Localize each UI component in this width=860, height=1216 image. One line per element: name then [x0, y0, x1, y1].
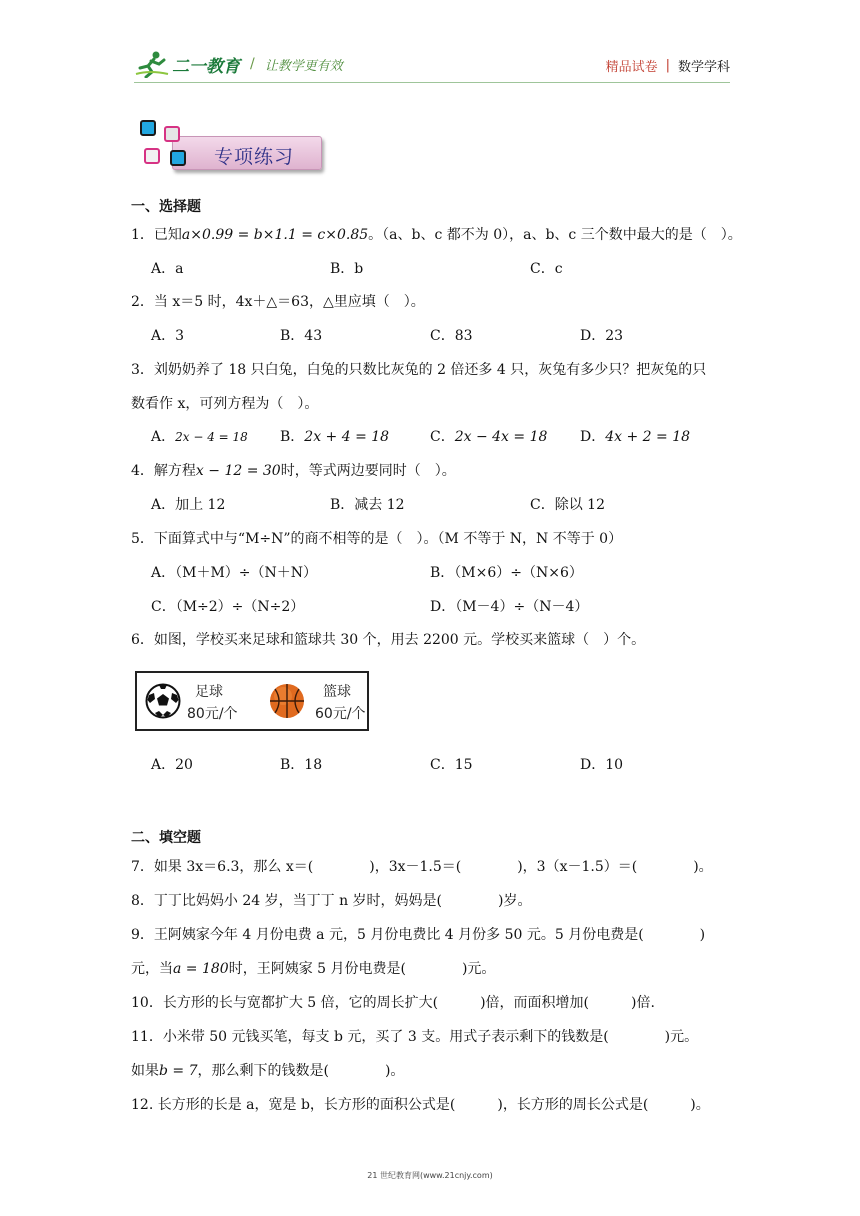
question-10: 10．长方形的长与宽都扩大 5 倍，它的周长扩大( )倍，而面积增加( )倍. [131, 995, 655, 1011]
q1-prefix: 1．已知 [131, 227, 182, 243]
q5-option-c[interactable]: C．（M÷2）÷（N÷2） [151, 599, 305, 615]
square-icon [144, 148, 160, 164]
q9-prefix: 元，当 [131, 961, 173, 977]
q4-prefix: 4．解方程 [131, 463, 196, 479]
q5-option-b[interactable]: B．（M×6）÷（N×6） [430, 565, 583, 581]
header-subject-name: 数学学科 [677, 60, 730, 75]
q3-option-b-label: B． [280, 429, 305, 445]
square-icon [140, 120, 156, 136]
section-title: 二、填空题 [131, 830, 201, 846]
runner-logo-icon [134, 50, 170, 78]
q11-prefix: 如果 [131, 1063, 159, 1079]
q2-option-d[interactable]: D．23 [580, 328, 624, 344]
question-9-line-1: 9．王阿姨家今年 4 月份电费 a 元，5 月份电费比 4 月份多 50 元。5 月份电费是( ) [131, 927, 706, 943]
q9-expression: a = 180 [173, 961, 229, 977]
q2-option-b[interactable]: B．43 [280, 328, 323, 344]
q1-option-c[interactable]: C．c [530, 261, 563, 277]
question-8: 8．丁丁比妈妈小 24 岁，当丁丁 n 岁时，妈妈是( )岁。 [131, 893, 532, 909]
header-category: 精品试卷 [605, 60, 658, 75]
question-11-line-1: 11．小米带 50 元钱买笔，每支 b 元，买了 3 支。用式子表示剩下的钱数是( )元。 [131, 1029, 699, 1045]
price-figure [135, 671, 369, 731]
question-2: 2．当 x＝5 时，4x＋△＝63，△里应填（ ）。 [131, 294, 425, 310]
header-divider: | [665, 58, 670, 73]
question-1 [131, 226, 742, 244]
q4-expression: x − 12 = 30 [195, 463, 281, 479]
football-price: 80元/个 [187, 706, 238, 722]
question-4 [131, 462, 456, 480]
page-header [134, 48, 730, 80]
q5-option-d[interactable]: D．（M－4）÷（N－4） [430, 599, 589, 615]
basketball-icon [269, 683, 305, 719]
q5-option-a[interactable]: A．（M＋M）÷（N＋N） [151, 565, 318, 581]
logo-text: 二一教育 [172, 56, 240, 77]
site-logo[interactable] [134, 50, 343, 78]
question-9-line-2 [131, 960, 495, 978]
q4-option-c[interactable]: C．除以 12 [530, 497, 605, 513]
question-11-line-2 [131, 1062, 404, 1080]
q3-option-a[interactable] [151, 428, 248, 446]
q3-option-d-label: D． [580, 429, 606, 445]
question-6: 6．如图，学校买来足球和篮球共 30 个，用去 2200 元。学校买来篮球（ ）个。 [131, 632, 646, 648]
q2-option-c[interactable]: C．83 [430, 328, 473, 344]
q1-suffix: 。（a、b、c 都不为 0），a、b、c 三个数中最大的是（ ）。 [368, 227, 742, 243]
football-label: 足球 [195, 684, 223, 700]
q4-suffix: 时，等式两边要同时（ ）。 [280, 463, 456, 479]
banner-title: 专项练习 [214, 146, 295, 168]
q3-option-c-label: C． [430, 429, 455, 445]
basketball-price: 60元/个 [315, 706, 366, 722]
square-icon [164, 126, 180, 142]
q9-suffix: 时，王阿姨家 5 月份电费是( )元。 [228, 961, 496, 977]
q3-option-a-label: A． [151, 429, 176, 445]
q1-expression: a×0.99 = b×1.1 = c×0.85 [181, 227, 369, 243]
question-5: 5．下面算式中与“M÷N”的商不相等的是（ ）。（M 不等于 N，N 不等于 0） [131, 531, 623, 547]
q6-option-a[interactable]: A．20 [151, 757, 193, 773]
basketball-label: 篮球 [323, 684, 351, 700]
q11-suffix: ，那么剩下的钱数是( )。 [197, 1063, 405, 1079]
q3-option-c-equation: 2x − 4x = 18 [454, 429, 548, 445]
q4-option-a[interactable]: A．加上 12 [151, 497, 226, 513]
q6-option-d[interactable]: D．10 [580, 757, 624, 773]
q3-option-b-equation: 2x + 4 = 18 [304, 429, 390, 445]
logo-slogan: 让教学更有效 [264, 58, 343, 74]
q4-option-b[interactable]: B．减去 12 [330, 497, 405, 513]
square-icon [170, 150, 186, 166]
section-title: 一、选择题 [131, 199, 201, 215]
q3-option-a-equation: 2x − 4 = 18 [175, 430, 248, 444]
q3-option-b[interactable] [280, 428, 389, 446]
question-3-line-1: 3．刘奶奶养了 18 只白兔，白兔的只数比灰兔的 2 倍还多 4 只，灰兔有多少只？把灰兔的只 [131, 362, 707, 378]
q1-option-a[interactable]: A．a [151, 261, 184, 277]
logo-separator: / [250, 56, 255, 72]
section-banner [136, 118, 326, 176]
q6-option-b[interactable]: B．18 [280, 757, 323, 773]
question-7: 7．如果 3x＝6.3，那么 x＝( )，3x－1.5＝( )，3（x－1.5）＝( )。 [131, 859, 713, 875]
question-12: 12. 长方形的长是 a，宽是 b，长方形的面积公式是( )，长方形的周长公式是( )。 [131, 1097, 710, 1113]
q6-option-c[interactable]: C．15 [430, 757, 473, 773]
q2-option-a[interactable]: A．3 [151, 328, 185, 344]
q11-expression: b = 7 [159, 1063, 198, 1079]
football-icon [145, 683, 181, 719]
page-footer: 21 世纪教育网(www.21cnjy.com) [367, 1171, 493, 1180]
header-rule [134, 82, 730, 83]
header-subject [606, 56, 730, 75]
q1-option-b[interactable]: B．b [330, 261, 364, 277]
question-3-line-2: 数看作 x，可列方程为（ ）。 [131, 396, 319, 412]
q3-option-c[interactable] [430, 428, 547, 446]
q3-option-d-equation: 4x + 2 = 18 [605, 429, 691, 445]
q3-option-d[interactable] [580, 428, 690, 446]
